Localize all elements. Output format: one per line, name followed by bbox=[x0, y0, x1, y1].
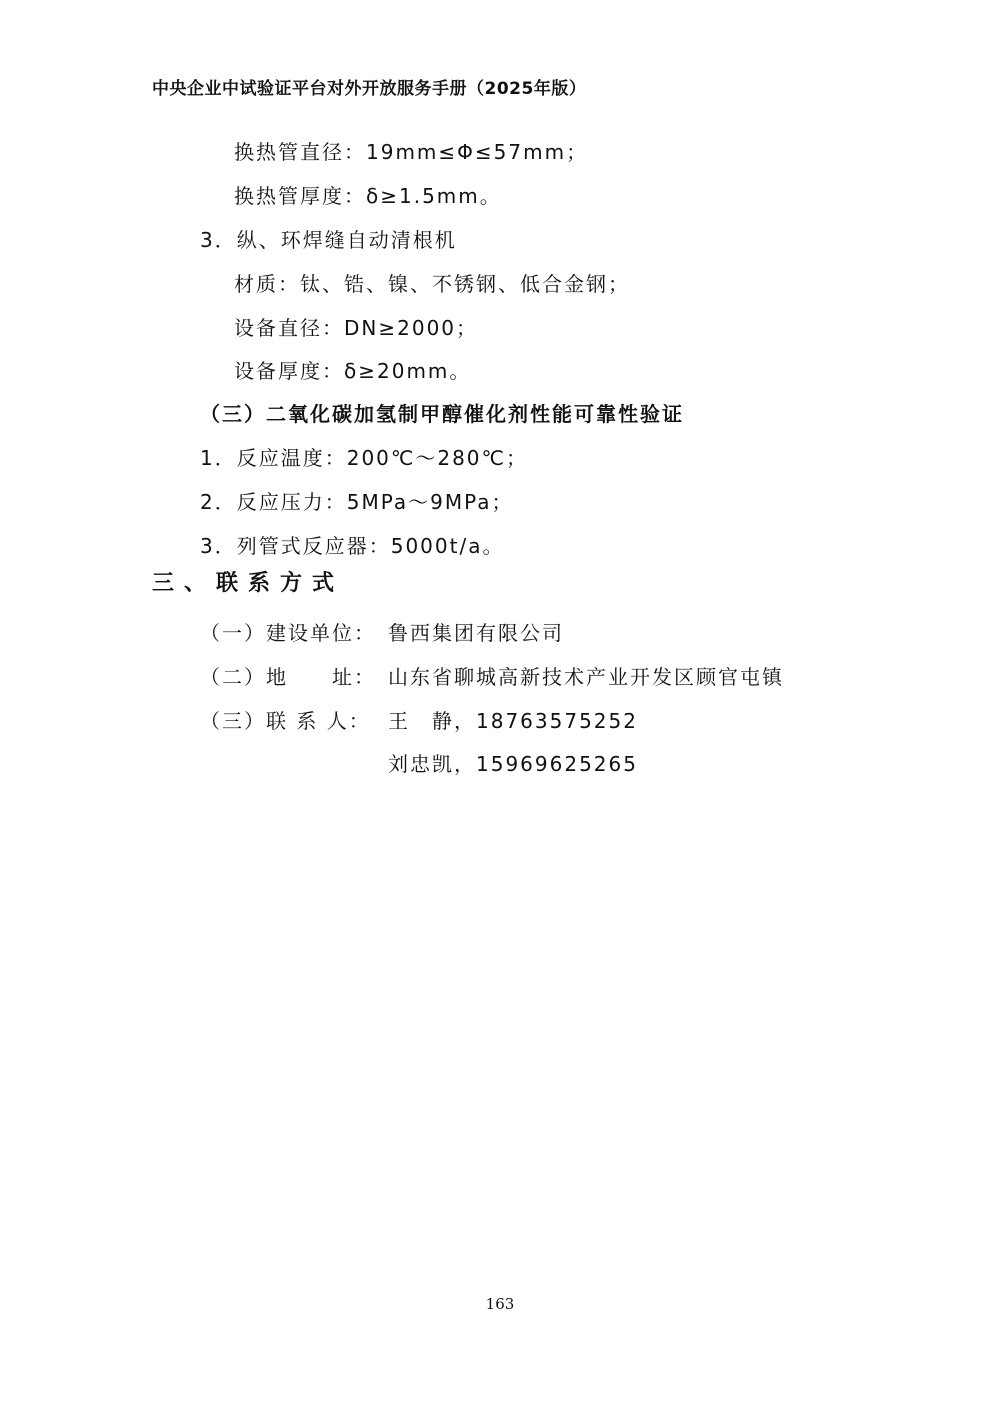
contact-section-title: 三、联系方式 bbox=[152, 571, 345, 596]
tube-diameter-line: 换热管直径：19mm≤Φ≤57mm； bbox=[234, 140, 589, 164]
page-number: 163 bbox=[485, 1295, 515, 1313]
contact-person-2: 刘忠凯，15969625265 bbox=[388, 752, 638, 776]
reaction-pressure-line: 2．反应压力：5MPa～9MPa； bbox=[200, 490, 514, 514]
address-value: 山东省聊城高新技术产业开发区顾官屯镇 bbox=[388, 665, 784, 689]
contact-person-label: （三）联 系 人： bbox=[200, 709, 371, 733]
equipment-diameter-line: 设备直径：DN≥2000； bbox=[234, 316, 479, 340]
tube-thickness-line: 换热管厚度：δ≥1.5mm。 bbox=[234, 184, 502, 208]
address-label: （二）地 址： bbox=[200, 665, 376, 689]
reactor-line: 3．列管式反应器：5000t/a。 bbox=[200, 534, 505, 558]
material-line: 材质：钛、锆、镍、不锈钢、低合金钢； bbox=[234, 272, 630, 296]
item-3-weld-machine: 3．纵、环焊缝自动清根机 bbox=[200, 228, 457, 252]
construction-unit-value: 鲁西集团有限公司 bbox=[388, 621, 564, 645]
construction-unit-label: （一）建设单位： bbox=[200, 621, 376, 645]
page-header-title: 中央企业中试验证平台对外开放服务手册（2025年版） bbox=[152, 79, 587, 99]
reaction-temperature-line: 1．反应温度：200℃～280℃； bbox=[200, 446, 528, 470]
contact-person-1: 王 静，18763575252 bbox=[388, 709, 638, 733]
subsection-3-heading: （三）二氧化碳加氢制甲醇催化剂性能可靠性验证 bbox=[200, 402, 684, 426]
equipment-thickness-line: 设备厚度：δ≥20mm。 bbox=[234, 359, 472, 383]
